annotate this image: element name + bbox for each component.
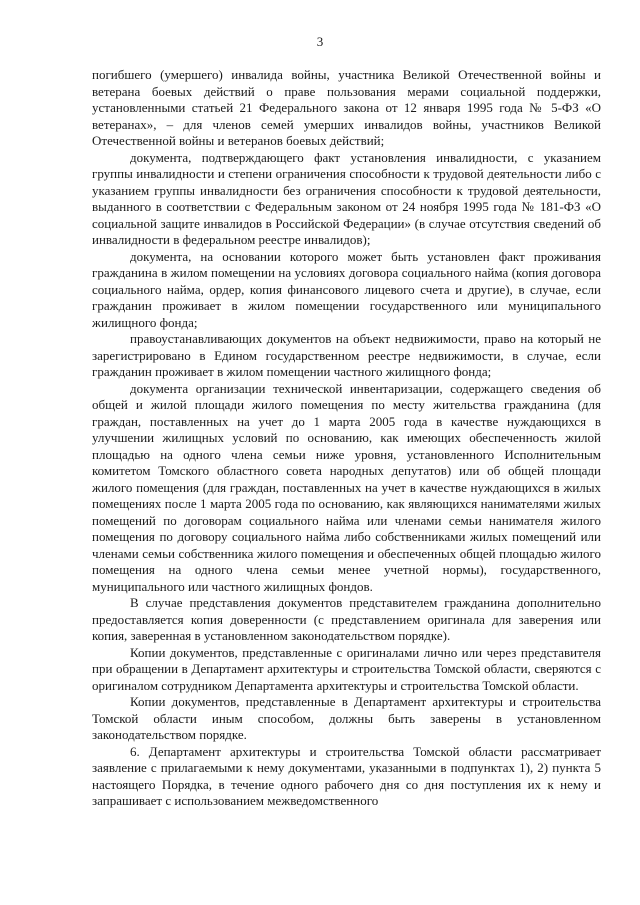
paragraph: погибшего (умершего) инвалида войны, участника Великой Отечественной войны и ветерана боевых действий о праве пользования мерами социальной поддержки, установленными статьей 21 Федерального закона от 12 января 1995 года № 5-ФЗ «О ветеранах», – для членов семей умерших инвалидов войны, участников Великой Отечественной войны и ветеранов боевых действий; <box>92 67 601 148</box>
paragraph: документа, подтверждающего факт установления инвалидности, с указанием группы инвалидности и степени ограничения способности к трудовой деятельности либо с указанием группы инвалидности без ограничения способности к трудовой деятельности, выданного в соответствии с Федеральным законом от 24 ноября 1995 года № 181-ФЗ «О социальной защите инвалидов в Российской Федерации» (в случае отсутствия сведений об инвалидности в федеральном реестре инвалидов); <box>92 149 601 247</box>
paragraph: документа, на основании которого может быть установлен факт проживания гражданина в жилом помещении на условиях договора социального найма (копия договора социального найма, ордер, копия финансового лицевого счета и другие), в случае, если гражданин проживает в жилом помещении государственного или муниципального жилищного фонда; <box>92 248 601 330</box>
paragraph: В случае представления документов представителем гражданина дополнительно предоставляется копия доверенности (с представлением оригинала для заверения или копия, заверенная в установленном законодательством порядке). <box>92 595 601 643</box>
page-number: 3 <box>316 34 324 49</box>
paragraph: Копии документов, представленные с оригиналами лично или через представителя при обращении в Департамент архитектуры и строительства Томской области, сверяются с оригиналом сотрудником Департамента архитектуры и строительства Томской области. <box>92 644 601 693</box>
paragraph: правоустанавливающих документов на объект недвижимости, право на который не зарегистрировано в Едином государственном реестре недвижимости, в случае, если гражданин проживает в жилом помещении частного жилищного фонда; <box>92 331 601 379</box>
document-body <box>92 67 601 810</box>
paragraph: документа организации технической инвентаризации, содержащего сведения об общей и жилой площади жилого помещения по месту жительства гражданина (для граждан, поставленных на учет до 1 марта 2005 года в качестве нуждающихся в улучшении жилищных условий по основанию, как имеющих обеспеченность жилой площадью на одного члена семьи ниже уровня, установленного Исполнительным комитетом Томского областного совета народных депутатов) или об общей площади жилого помещения (для граждан, поставленных на учет в качестве нуждающихся в жилых помещениях после 1 марта 2005 года по основанию, как являющихся нанимателями жилых помещений по договорам социального найма или членами семьи нанимателя жилого помещения по договору социального найма либо собственниками жилых помещений или членами семьи собственника жилого помещения и обеспеченных общей площадью жилого помещения на одного члена семьи менее учетной нормы), государственного, муниципального или частного жилищных фондов. <box>92 380 601 594</box>
paragraph: Копии документов, представленные в Департамент архитектуры и строительства Томской области иным способом, должны быть заверены в установленном законодательством порядке. <box>92 694 601 742</box>
paragraph: 6. Департамент архитектуры и строительства Томской области рассматривает заявление с прилагаемыми к нему документами, указанными в подпунктах 1), 2) пункта 5 настоящего Порядка, в течение одного рабочего дня со дня поступления их к нему и запрашивает с использованием межведомственного <box>92 743 601 808</box>
